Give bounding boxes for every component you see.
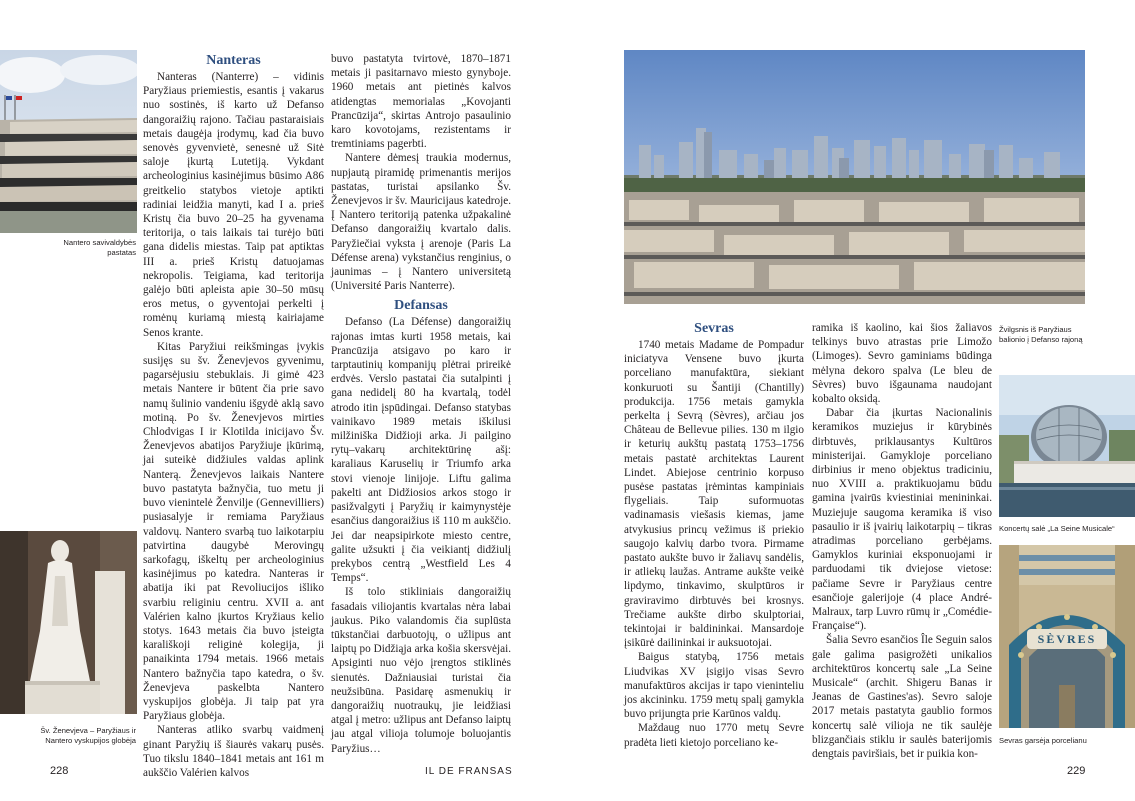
heading-sevras: Sevras xyxy=(694,321,734,336)
la-defense-skyline-photo xyxy=(624,50,1085,304)
left-col-2 xyxy=(331,52,511,756)
paragraph: buvo pastatyta tvirtovė, 1870–1871 metais ji pasitarnavo miesto gynyboje. 1960 metais ant pietinės kalvos atidengtas memorialas „Kovojanti Prancūzija“, skirtas Antrojo pasaulinio karo kovotojams, rezistentams ir tremtiniams pagerbti. xyxy=(331,53,511,151)
caption-defense-view: Žvilgsnis iš Paryžiaus balionio į Defanso rajoną xyxy=(999,325,1083,344)
paragraph: 1740 metais Madame de Pompadur iniciatyva Vensene buvo įkurta porceliano manufaktūra, siekiant konkuruoti su Šantiji (Chantilly) produkcija. 1756 metais gamykla perkelta į Sevrą (Sèvres), arčiau jos Château de Bellevue pilies. 130 m ilgio ir keturių aukštų pastatą 1753–1756 metais pastatė architektas Laurent Lindet. Abiejose centrinio korpuso pusėse pastatas įrėmintas kampiniais flygeliais. Taip suformuotas vadinamasis viešasis kiemas, jame atvykusius princų vežimus iš priekio saugojo kalvių darbo tvora. Pirmame pastato aukšte buvo ir žaliavų sandėlis, ir atliekų laužas. Antrame aukšte veikė lipdymo, tinkavimo, skulptūros ir graviravimo dirbtuvės bei krosnys. Trečiame aukšte dirbo skulptoriai, tekintojai ir baldininkai. Mansardoje įsikūrė dailininkai ir auksuotojai. xyxy=(624,339,804,650)
heading-nanteras: Nanteras xyxy=(206,53,261,68)
page-number-right: 229 xyxy=(1067,765,1086,777)
paragraph: Šalia Sevro esančios Île Seguin salos gale galima pasigrožėti unikalios architektūros koncertų sale „La Seine Musicale“ (archit. Shigeru Banas ir Jeanas de Gastines'as). Sevro saloje 2017 metais pastatyta gaublio formos koncertų salė vilioja ne tik saulėje blizgančiais stiklu ir saulės baterijomis dengtais paviršiais, bet ir puikia kon- xyxy=(812,634,992,761)
paragraph: Iš tolo stikliniais dangoraižių fasadais viliojantis kvartalas nėra labai jaukus. Piko valandomis čia suplūsta tūkstančiai darbuotojų, o užlipus ant laiptų po Didžiąja arka košia skersvėjai. Apsiginti nuo vėjo įrengtos stiklinės sienutės. Dažniausiai turistai čia neužsibūna. Pasidarę asmenukių ir dangoraižių nuotraukų, jie leidžiasi atgal į metro: užlipus ant Defanso laiptų jau atgal vilioja tolumoje boluojantis Paryžius… xyxy=(331,586,511,755)
paragraph: Kitas Paryžiui reikšmingas įvykis susijęs su šv. Ženevjevos gyvenimu, pagarsėjusiu stebuklais. Ji gimė 423 metais Nantere ir būtent čia prie savo namų šulinio vandeniu išgydė aklą savo motiną. Po šv. Ženevjevos mirties Chlodvigas I ir Klotilda inicijavo Šv. Ženevjevos abatijos Paryžiuje įkūrimą, jai suteikė didžiules valdas aplink Nanterą. Ženevjevos laikais Nantere buvo pastatyta bažnyčia, tuo metu ji buvo vienintelė Ženvilje (Gennevilliers) pusiasalyje ir remiama Paryžiaus valdovų. Nantero svarbą tuo laikotarpiu patvirtina daugybė Merovingų sarkofagų, iškeltų per archeologinius kasinėjimus po katedra. Nanteras ir abatija iki pat Revoliucijos išliko svarbiu religiniu centru. XVII a. ant Valérien kalno įkurtos Kryžiaus kelio stotys. 1643 metais čia buvo įsteigta karališkoji religinė kolegija, ji panaikinta 1794 metais. 1966 metais Nantero bažnyčia tapo katedra, o šv. Ženevjeva paskelbta Nantero vyskupijos globėja. Ji taip pat yra Paryžiaus globėja. xyxy=(143,340,324,723)
caption-seine-musicale: Koncertų salė „La Seine Musicale“ xyxy=(999,524,1115,533)
paragraph: Defanso (La Défense) dangoraižių rajonas imtas kurti 1958 metais, kai Prancūzija atsigavo po karo ir tarptautinių kompanijų plėtrai prireikė erdvės. Verslo pastatai čia sutalpinti į gana nedidelį 80 ha kvartalą, todėl atrodo itin įspūdingai. Defanso statybas vainikavo 1989 metais iškilusi milžiniška Didžioji arka. Ji pailgino rytų–vakarų architektūrinę ašį: karaliaus Karuselių ir Triumfo arka stovi vienoje linijoje. Liftu galima pakelti ant Didžiosios arkos stogo ir pasižvalgyti į Paryžių ir kaimynystėje esančius dangoraižius iš 110 m aukščio. Jei dar neapsipirkote miesto centre, galite užsukti į čia veikiantį didžiulį prekybos centrą „Westfield Les 4 Temps“. xyxy=(331,316,511,585)
paragraph: Nanteras atliko svarbų vaidmenį ginant Paryžių iš šiaurės vakarų pusės. Tuo tikslu 1840–1841 metais ant 161 m aukščio Valérien kalvos xyxy=(143,724,324,779)
caption-sevres: Sevras garsėja porcelianu xyxy=(999,736,1087,745)
right-col-1 xyxy=(624,320,804,750)
paragraph: Nanteras (Nanterre) – vidinis Paryžiaus priemiestis, esantis į vakarus nuo sostinės, iš karto už Defanso dangoraižių rajono. Tačiau pastaraisiais metais daugėja įrodymų, kad čia buvo senovės gyvenvietė, senesnė už Sitė saloje įkurtą Lutetiją. Vykdant archeologinius kasinėjimus būsimo A86 greitkelio statybos vietoje aptikti radiniai leidžia manyti, kad I a. prieš Kristų čia buvo 20–25 ha gyvenama teritorija, o tais laikais tai turėjo būti gana didelis miestas. Taip pat aptiktas III a. prieš Kristų datuojamas nekropolis. Teigiama, kad teritorija galėjo būti apleista apie 30–50 mūsų eros metus, o gyventojai perkelti į romėnų kuriamą miestą kairiajame Senos krante. xyxy=(143,71,324,339)
genevieve-statue-photo xyxy=(0,531,137,714)
paragraph: Baigus statybą, 1756 metais Liudvikas XV įsigijo visas Sevro manufaktūros akcijas ir tapo vieninteliu jos akcininku. 1759 metų spalį gamykla buvo prijungta prie Karūnos valdų. xyxy=(624,651,804,721)
left-col-1 xyxy=(143,52,324,780)
sevres-sign-text: SÈVRES xyxy=(1037,632,1097,646)
paragraph: Nantere dėmesį traukia modernus, nupjautą piramidę primenantis merijos pastatas, turistai apsilanko Šv. Ženevjevos ir šv. Mauricijaus katedroje. Į Nantero teritoriją patenka užpakalinė Defanso dangoraižių kvartalo dalis. Paryžiečiai vyksta į arenoje (Paris La Défense arena) vykstančius renginius, o jaunimas – į Nantero universitetą (Université Paris Nanterre). xyxy=(331,152,511,293)
caption-statue: Šv. Ženevjeva – Paryžiaus ir Nantero vyskupijos globėja xyxy=(40,726,136,745)
caption-townhall: Nantero savivaldybės pastatas xyxy=(63,238,136,257)
running-footer: IL DE FRANSAS xyxy=(425,766,513,777)
heading-defansas: Defansas xyxy=(394,298,448,314)
paragraph: Dabar čia įkurtas Nacionalinis keramikos muziejus ir kūrybinės dirbtuvės, priklausantys Kultūros ministerijai. Gamykloje porceliano dirbinius ir meno objektus tradiciniu, nuo XVIII a. praktikuojamu būdu gamina įvairūs kviestiniai menininkai. Muziejuje saugoma keramika iš viso pasaulio ir iš įvairių laikotarpių – tikras atradimas porceliano gerbėjams. Gamyklos kuriniai eksponuojami ir parduodami tik dviejose vietose: pačiame Sevre ir Paryžiaus centre esančioje galerijoje (4 place André-Malraux, tarp Luvro rūmų ir „Comédie-Française“). xyxy=(812,407,992,633)
page-number-left: 228 xyxy=(50,765,69,777)
nanterre-townhall-photo xyxy=(0,50,137,233)
sevres-sign-photo xyxy=(999,545,1135,728)
paragraph: ramika iš kaolino, kai šios žaliavos telkinys buvo atrastas prie Limožo (Limoges). Sevro gaminiams būdinga mėlyna dekoro spalva (Le bleu de Sèvres) buvo išgaunama naudojant kobalto oksidą. xyxy=(812,322,992,406)
la-seine-musicale-photo xyxy=(999,375,1135,517)
paragraph: Maždaug nuo 1770 metų Sevre pradėta lieti kietojo porceliano ke- xyxy=(624,722,804,749)
right-col-2 xyxy=(812,321,992,761)
